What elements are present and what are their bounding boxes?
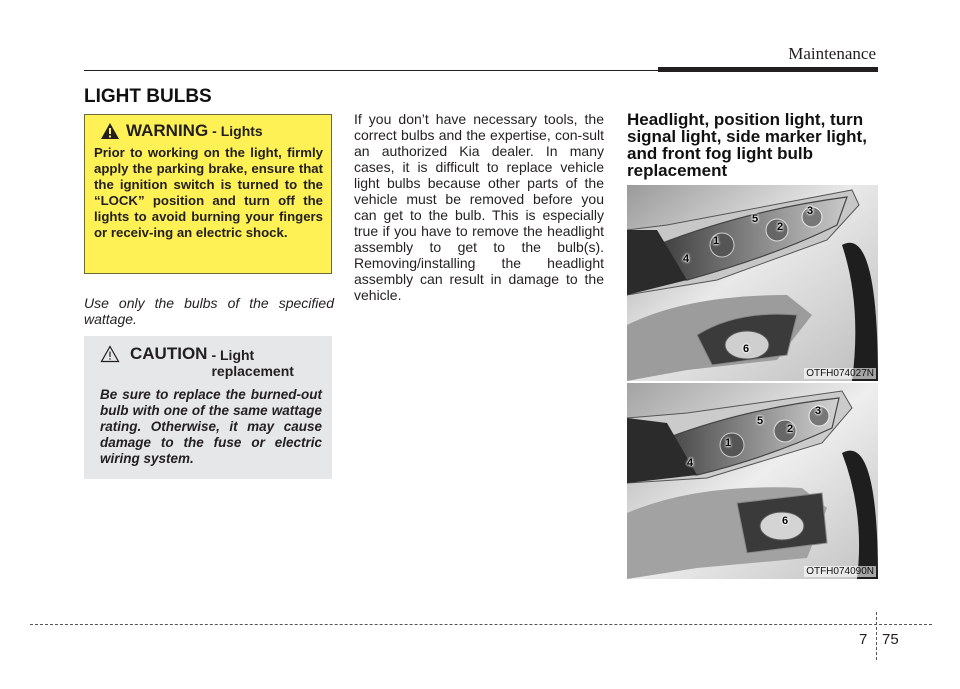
warning-icon	[100, 122, 120, 140]
warning-body: Prior to working on the light, firmly apply the parking brake, ensure that the ignition switch is turned to the “LOCK” position and turn off the lights to avoid burning your fingers or receiv-ing an electric shock.	[94, 145, 323, 240]
warning-header	[100, 121, 323, 141]
figure-2-callout-3: 3	[815, 405, 822, 417]
subsection-heading: Headlight, position light, turn signal light, side marker light, and front fog light bulb replacement	[627, 110, 867, 180]
figure-2-callout-1: 1	[725, 437, 732, 449]
headlight-illustration-2	[627, 383, 878, 579]
figure-2-callout-6: 6	[782, 515, 789, 527]
header-title: Maintenance	[788, 44, 876, 63]
caution-box	[84, 336, 332, 479]
warning-box	[84, 114, 332, 274]
headlight-figure-1	[627, 185, 878, 381]
warning-title: WARNING	[126, 121, 209, 140]
footer-divider	[876, 612, 877, 660]
figure-1-callout-5: 5	[752, 213, 759, 225]
figure-2-callout-5: 5	[757, 415, 764, 427]
page-chapter: 7	[859, 631, 868, 648]
figure-1-label: OTFH074027N	[806, 368, 874, 379]
headlight-figure-2	[627, 383, 878, 579]
caution-body: Be sure to replace the burned-out bulb with one of the same wattage rating. Otherwise, it may cause damage to the fuse or electric wiring system.	[100, 387, 322, 466]
page-number: 75	[882, 631, 899, 648]
header-rule	[84, 70, 664, 71]
figure-2-label: OTFH074090N	[806, 566, 874, 577]
header-rule-accent	[658, 67, 878, 72]
caution-subtitle: - Light replacement	[211, 347, 294, 379]
figure-1-callout-2: 2	[777, 221, 784, 233]
figure-1-callout-1: 1	[713, 235, 720, 247]
figure-1-callout-3: 3	[807, 205, 814, 217]
body-paragraph: If you don’t have necessary tools, the correct bulbs and the expertise, con-sult an authorized Kia dealer. In many cases, it is difficult to replace vehicle light bulbs because other parts of the vehicle must be removed before you can get to the bulb. This is especially true if you have to remove the headlight assembly to get to the bulb(s). Removing/installing the headlight assembly can result in damage to the vehicle.	[354, 111, 604, 303]
caution-icon	[100, 345, 120, 363]
figure-1-callout-6: 6	[743, 343, 750, 355]
footer-rule	[30, 624, 932, 625]
figure-1-callout-4: 4	[683, 253, 690, 265]
usage-note: Use only the bulbs of the specified wattage.	[84, 295, 334, 327]
section-title: LIGHT BULBS	[84, 86, 212, 107]
caution-header	[100, 344, 322, 379]
warning-subtitle: - Lights	[212, 123, 263, 139]
figure-2-callout-2: 2	[787, 423, 794, 435]
figure-2-callout-4: 4	[687, 457, 694, 469]
caution-title: CAUTION	[130, 344, 208, 363]
